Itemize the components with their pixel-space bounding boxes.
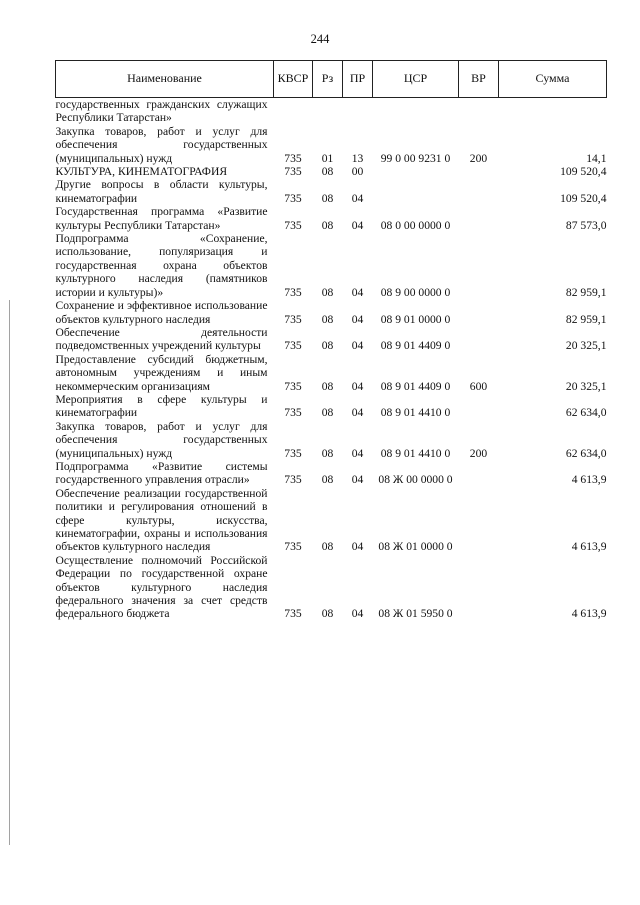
- table-row: [56, 487, 607, 554]
- scan-artifact-line: [9, 300, 10, 845]
- cell-kvsr: 735: [284, 446, 302, 460]
- cell-pr: 04: [351, 191, 364, 205]
- cell-sum: 109 520,4: [560, 191, 607, 205]
- cell-kvsr: 735: [284, 285, 302, 299]
- cell-name: Мероприятия в сфере культуры и кинематографии: [55, 392, 268, 420]
- cell-csr: 08 9 01 4409 0: [380, 339, 451, 353]
- table-row: [56, 165, 607, 178]
- cell-csr: 08 Ж 01 5950 0: [378, 607, 453, 621]
- table-row: [56, 353, 607, 393]
- cell-sum: 87 573,0: [565, 218, 607, 232]
- cell-vr: [459, 554, 499, 621]
- cell-csr: 08 9 00 0000 0: [380, 285, 451, 299]
- table-header: [56, 61, 607, 98]
- cell-csr: 08 0 00 0000 0: [380, 218, 451, 232]
- cell-kvsr: 735: [284, 165, 302, 179]
- cell-pr: 04: [351, 406, 364, 420]
- cell-pr: 13: [351, 151, 364, 165]
- budget-table-container: [55, 60, 606, 621]
- cell-csr: [373, 178, 459, 205]
- cell-name: Закупка товаров, работ и услуг для обеспечения государственных (муниципальных) нужд: [55, 124, 268, 165]
- cell-csr: 99 0 00 9231 0: [380, 151, 451, 165]
- cell-rz: 08: [321, 379, 334, 393]
- cell-pr: 04: [351, 607, 364, 621]
- cell-vr: [459, 232, 499, 299]
- table-row: [56, 232, 607, 299]
- cell-rz: 08: [321, 540, 334, 554]
- cell-kvsr: 735: [284, 151, 302, 165]
- cell-rz: 08: [321, 473, 334, 487]
- cell-name: Закупка товаров, работ и услуг для обеспечения государственных (муниципальных) нужд: [55, 419, 268, 460]
- cell-rz: 08: [321, 191, 334, 205]
- cell-vr: [459, 165, 499, 178]
- cell-name: Предоставление субсидий бюджетным, автономным учреждениям и иным некоммерческим организациям: [55, 352, 268, 393]
- cell-sum: 109 520,4: [560, 165, 607, 179]
- cell-sum: 4 613,9: [571, 473, 607, 487]
- cell-name: Сохранение и эффективное использование объектов культурного наследия: [55, 299, 268, 326]
- cell-pr: 04: [351, 379, 364, 393]
- page-number: 244: [310, 32, 330, 46]
- header-vr: ВР: [459, 61, 499, 98]
- cell-sum: 20 325,1: [565, 339, 607, 353]
- cell-vr: 200: [469, 151, 488, 165]
- cell-kvsr: 735: [284, 339, 302, 353]
- cell-sum: 4 613,9: [571, 607, 607, 621]
- table-row: [56, 326, 607, 353]
- cell-sum: 62 634,0: [565, 446, 607, 460]
- cell-kvsr: 735: [284, 218, 302, 232]
- cell-pr: 04: [351, 285, 364, 299]
- cell-name: Другие вопросы в области культуры, кинематографии: [55, 178, 268, 205]
- cell-kvsr: 735: [284, 540, 302, 554]
- cell-pr: 04: [351, 218, 364, 232]
- cell-csr: 08 9 01 4410 0: [380, 406, 451, 420]
- cell-csr: [373, 98, 459, 125]
- cell-pr: 04: [351, 446, 364, 460]
- cell-csr: 08 9 01 4409 0: [380, 379, 451, 393]
- cell-sum: 62 634,0: [565, 406, 607, 420]
- cell-vr: [459, 326, 499, 353]
- table-body: [56, 98, 607, 621]
- cell-rz: [313, 98, 343, 125]
- table-row: [56, 178, 607, 205]
- cell-sum: 82 959,1: [565, 312, 607, 326]
- cell-kvsr: [274, 98, 313, 125]
- cell-rz: 08: [321, 285, 334, 299]
- cell-sum: 20 325,1: [565, 379, 607, 393]
- cell-vr: 600: [469, 379, 488, 393]
- cell-pr: 04: [351, 540, 364, 554]
- header-rz: Рз: [313, 61, 343, 98]
- cell-name: Государственная программа «Развитие культуры Республики Татарстан»: [55, 205, 268, 232]
- cell-kvsr: 735: [284, 473, 302, 487]
- cell-name: Обеспечение реализации государственной политики и регулирования отношений в сфере культуры, искусства, кинематографии, охраны и использования объектов культурного наследия: [55, 486, 268, 554]
- table-row: [56, 299, 607, 326]
- cell-rz: 08: [321, 406, 334, 420]
- table-row: [56, 125, 607, 165]
- cell-kvsr: 735: [284, 312, 302, 326]
- cell-vr: [459, 487, 499, 554]
- cell-rz: 08: [321, 446, 334, 460]
- cell-rz: 08: [321, 218, 334, 232]
- cell-kvsr: 735: [284, 607, 302, 621]
- cell-name: Осуществление полномочий Российской Федерации по государственной охране объектов культурного наследия федерального значения за счет средств федерального бюджета: [55, 553, 268, 621]
- cell-pr: 04: [351, 312, 364, 326]
- cell-vr: 200: [469, 446, 488, 460]
- header-sum: Сумма: [499, 61, 607, 98]
- cell-sum: [499, 98, 607, 125]
- cell-rz: 08: [321, 607, 334, 621]
- table-row: [56, 554, 607, 621]
- cell-name: Подпрограмма «Развитие системы государственного управления отрасли»: [55, 459, 268, 487]
- cell-csr: 08 9 01 0000 0: [380, 312, 451, 326]
- cell-kvsr: 735: [284, 406, 302, 420]
- table-row: [56, 420, 607, 460]
- cell-rz: 08: [321, 165, 334, 179]
- cell-name: КУЛЬТУРА, КИНЕМАТОГРАФИЯ: [55, 165, 228, 179]
- cell-csr: 08 Ж 01 0000 0: [378, 540, 453, 554]
- cell-vr: [459, 98, 499, 125]
- cell-pr: 00: [351, 165, 364, 179]
- cell-csr: 08 9 01 4410 0: [380, 446, 451, 460]
- cell-name: Подпрограмма «Сохранение, использование, популяризация и государственная охрана объектов культурного наследия (памятников истории и культуры)»: [55, 232, 268, 299]
- header-pr: ПР: [343, 61, 373, 98]
- table-row: [56, 460, 607, 487]
- table-row: [56, 98, 607, 125]
- cell-sum: 4 613,9: [571, 540, 607, 554]
- cell-csr: 08 Ж 00 0000 0: [378, 473, 453, 487]
- header-csr: ЦСР: [373, 61, 459, 98]
- cell-vr: [459, 178, 499, 205]
- cell-name: государственных гражданских служащих Республики Татарстан»: [55, 98, 268, 125]
- cell-vr: [459, 460, 499, 487]
- cell-vr: [459, 205, 499, 232]
- cell-sum: 82 959,1: [565, 285, 607, 299]
- table-row: [56, 393, 607, 420]
- cell-pr: 04: [351, 339, 364, 353]
- cell-rz: 01: [321, 151, 334, 165]
- cell-rz: 08: [321, 339, 334, 353]
- cell-name: Обеспечение деятельности подведомственных учреждений культуры: [55, 325, 268, 353]
- budget-table: [55, 60, 607, 621]
- cell-kvsr: 735: [284, 379, 302, 393]
- header-name: Наименование: [56, 61, 274, 98]
- cell-kvsr: 735: [284, 191, 302, 205]
- header-kvsr: КВСР: [274, 61, 313, 98]
- cell-vr: [459, 393, 499, 420]
- cell-pr: [343, 98, 373, 125]
- cell-pr: 04: [351, 473, 364, 487]
- cell-sum: 14,1: [586, 151, 607, 165]
- cell-rz: 08: [321, 312, 334, 326]
- table-row: [56, 205, 607, 232]
- cell-csr: [373, 165, 459, 178]
- cell-vr: [459, 299, 499, 326]
